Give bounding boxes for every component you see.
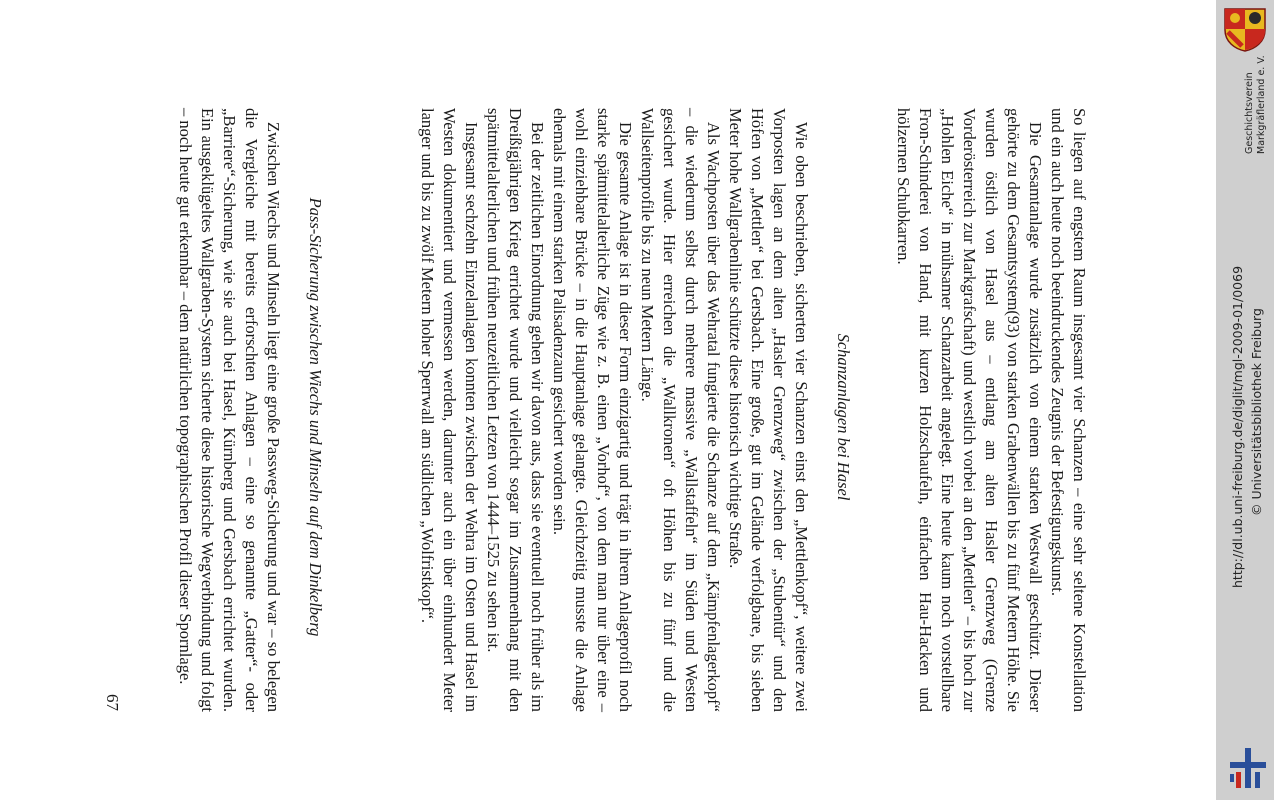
source-url-link[interactable]: http://dl.ub.uni-freiburg.de/diglit/mgl-2009-01/0069 xyxy=(1230,265,1245,588)
text-block-3 xyxy=(174,108,284,712)
page-number: 67 xyxy=(103,694,122,711)
paragraph: Bei der zeitlichen Einordnung gehen wir davon aus, dass sie eventuell noch früher als im Dreißigjährigen Krieg errichtet wurde und vielleicht sogar im Zusammenhang mit den spätmittelalterlichen und frühen neuzeitlichen Letzen von 1444–1525 zu sehen ist. xyxy=(484,108,547,712)
ub-freiburg-logo-icon xyxy=(1226,744,1270,792)
paragraph: Wie oben beschrieben, sicherten vier Schanzen einst den „Mettlenkopf“, weitere zwei Vorposten lagen an dem alten „Hasler Grenzweg“ zwischen der „Stubentür“ und den Höfen von „Mettlen“ bei Gersbach. Eine große, gut im Gelände verfolgbare, bis sieben Meter hohe Wallgrabenlinie schützte diese historisch wichtige Straße. xyxy=(726,108,811,712)
paragraph: Als Wachposten über das Wehratal fungierte die Schanze auf dem „Kämpfenlagerkopf“ – die wiederum selbst durch mehrere massive „Wallstaffeln“ im Süden und Westen gesichert wurde. Hier erreichen die „Wallkronen“ oft Höhen bis zu fünf und die Wallseitenprofile bis zu neun Metern Länge. xyxy=(638,108,723,712)
section-heading-2 xyxy=(304,108,326,712)
paragraph: So liegen auf engstem Raum insgesamt vier Schanzen – eine sehr seltene Konstellation und ein auch heute noch beeindruckendes Zeugnis der Befestigungskunst. xyxy=(1048,108,1089,712)
paragraph: Zwischen Wiechs und Minseln liegt eine große Passweg-Sicherung und war – so belegen die Vergleiche mit bereits erforschten Anlagen – eine so genannte „Gatter“- oder „Barriere“-Sicherung, wie sie auch bei Hasel, Kürnberg und Gersbach errichtet wurden. Ein ausgeklügeltes Wallgraben-System sicherte diese historische Wegverbindung und folgt – noch heute gut erkennbar – dem natürlichen topographischen Profil dieser Spornlage. xyxy=(176,108,283,712)
paragraph: Insgesamt sechzehn Einzelanlagen konnten zwischen der Wehra im Osten und Hasel im Westen dokumentiert und vermessen werden, darunter auch ein über einhundert Meter langer und bis zu zwölf Metern hoher Sperrwall am südlichen „Wolfristkopf“. xyxy=(418,108,481,712)
text-block-2 xyxy=(416,108,812,712)
section-heading-1 xyxy=(832,108,854,712)
paragraph: Die Gesamtanlage wurde zusätzlich von einem starken Westwall geschützt. Dieser gehörte zu dem Gesamtsystem(93) von starken Grabenwällen bis zu fünf Metern Höhe. Sie wurden östlich von Hasel aus – entlang am alten Hasler Grenzweg (Grenze Vorderösterreich zur Markgrafschaft) und westlich vorbei an den „Mettlen“ – bis hoch zur „Hohlen Eiche“ in mühsamer Schanzarbeit angelegt. Eine heute kaum noch vorstellbare Fron-Schinderei von Hand, mit kurzen Holzschaufeln, einfachen Hau-Hacken und hölzernen Schubkarren. xyxy=(894,108,1045,712)
coat-of-arms-icon xyxy=(1222,6,1268,52)
heading-text: Schanzanlagen bei Hasel xyxy=(834,333,853,501)
heading-text: Pass-Sicherung zwischen Wiechs und Minseln auf dem Dinkelberg xyxy=(306,197,325,637)
text-block-1 xyxy=(892,108,1090,712)
society-name-line-2: Markgräflerland e. V. xyxy=(1256,55,1267,154)
copyright-credit: © Universitätsbibliothek Freiburg xyxy=(1249,308,1264,516)
paragraph: Die gesamte Anlage ist in dieser Form einzigartig und trägt in ihrem Anlageprofil noch starke spätmittelalterliche Züge wie z. B. einen „Vorhof“, von dem man nur über eine – wohl einziehbare Brücke – in die Hauptanlage gelangte. Gleichzeitig musste die Anlage ehemals mit einem starken Palisadenzaun gesichert worden sein. xyxy=(550,108,635,712)
society-name-line-1: Geschichtsverein xyxy=(1244,72,1255,154)
